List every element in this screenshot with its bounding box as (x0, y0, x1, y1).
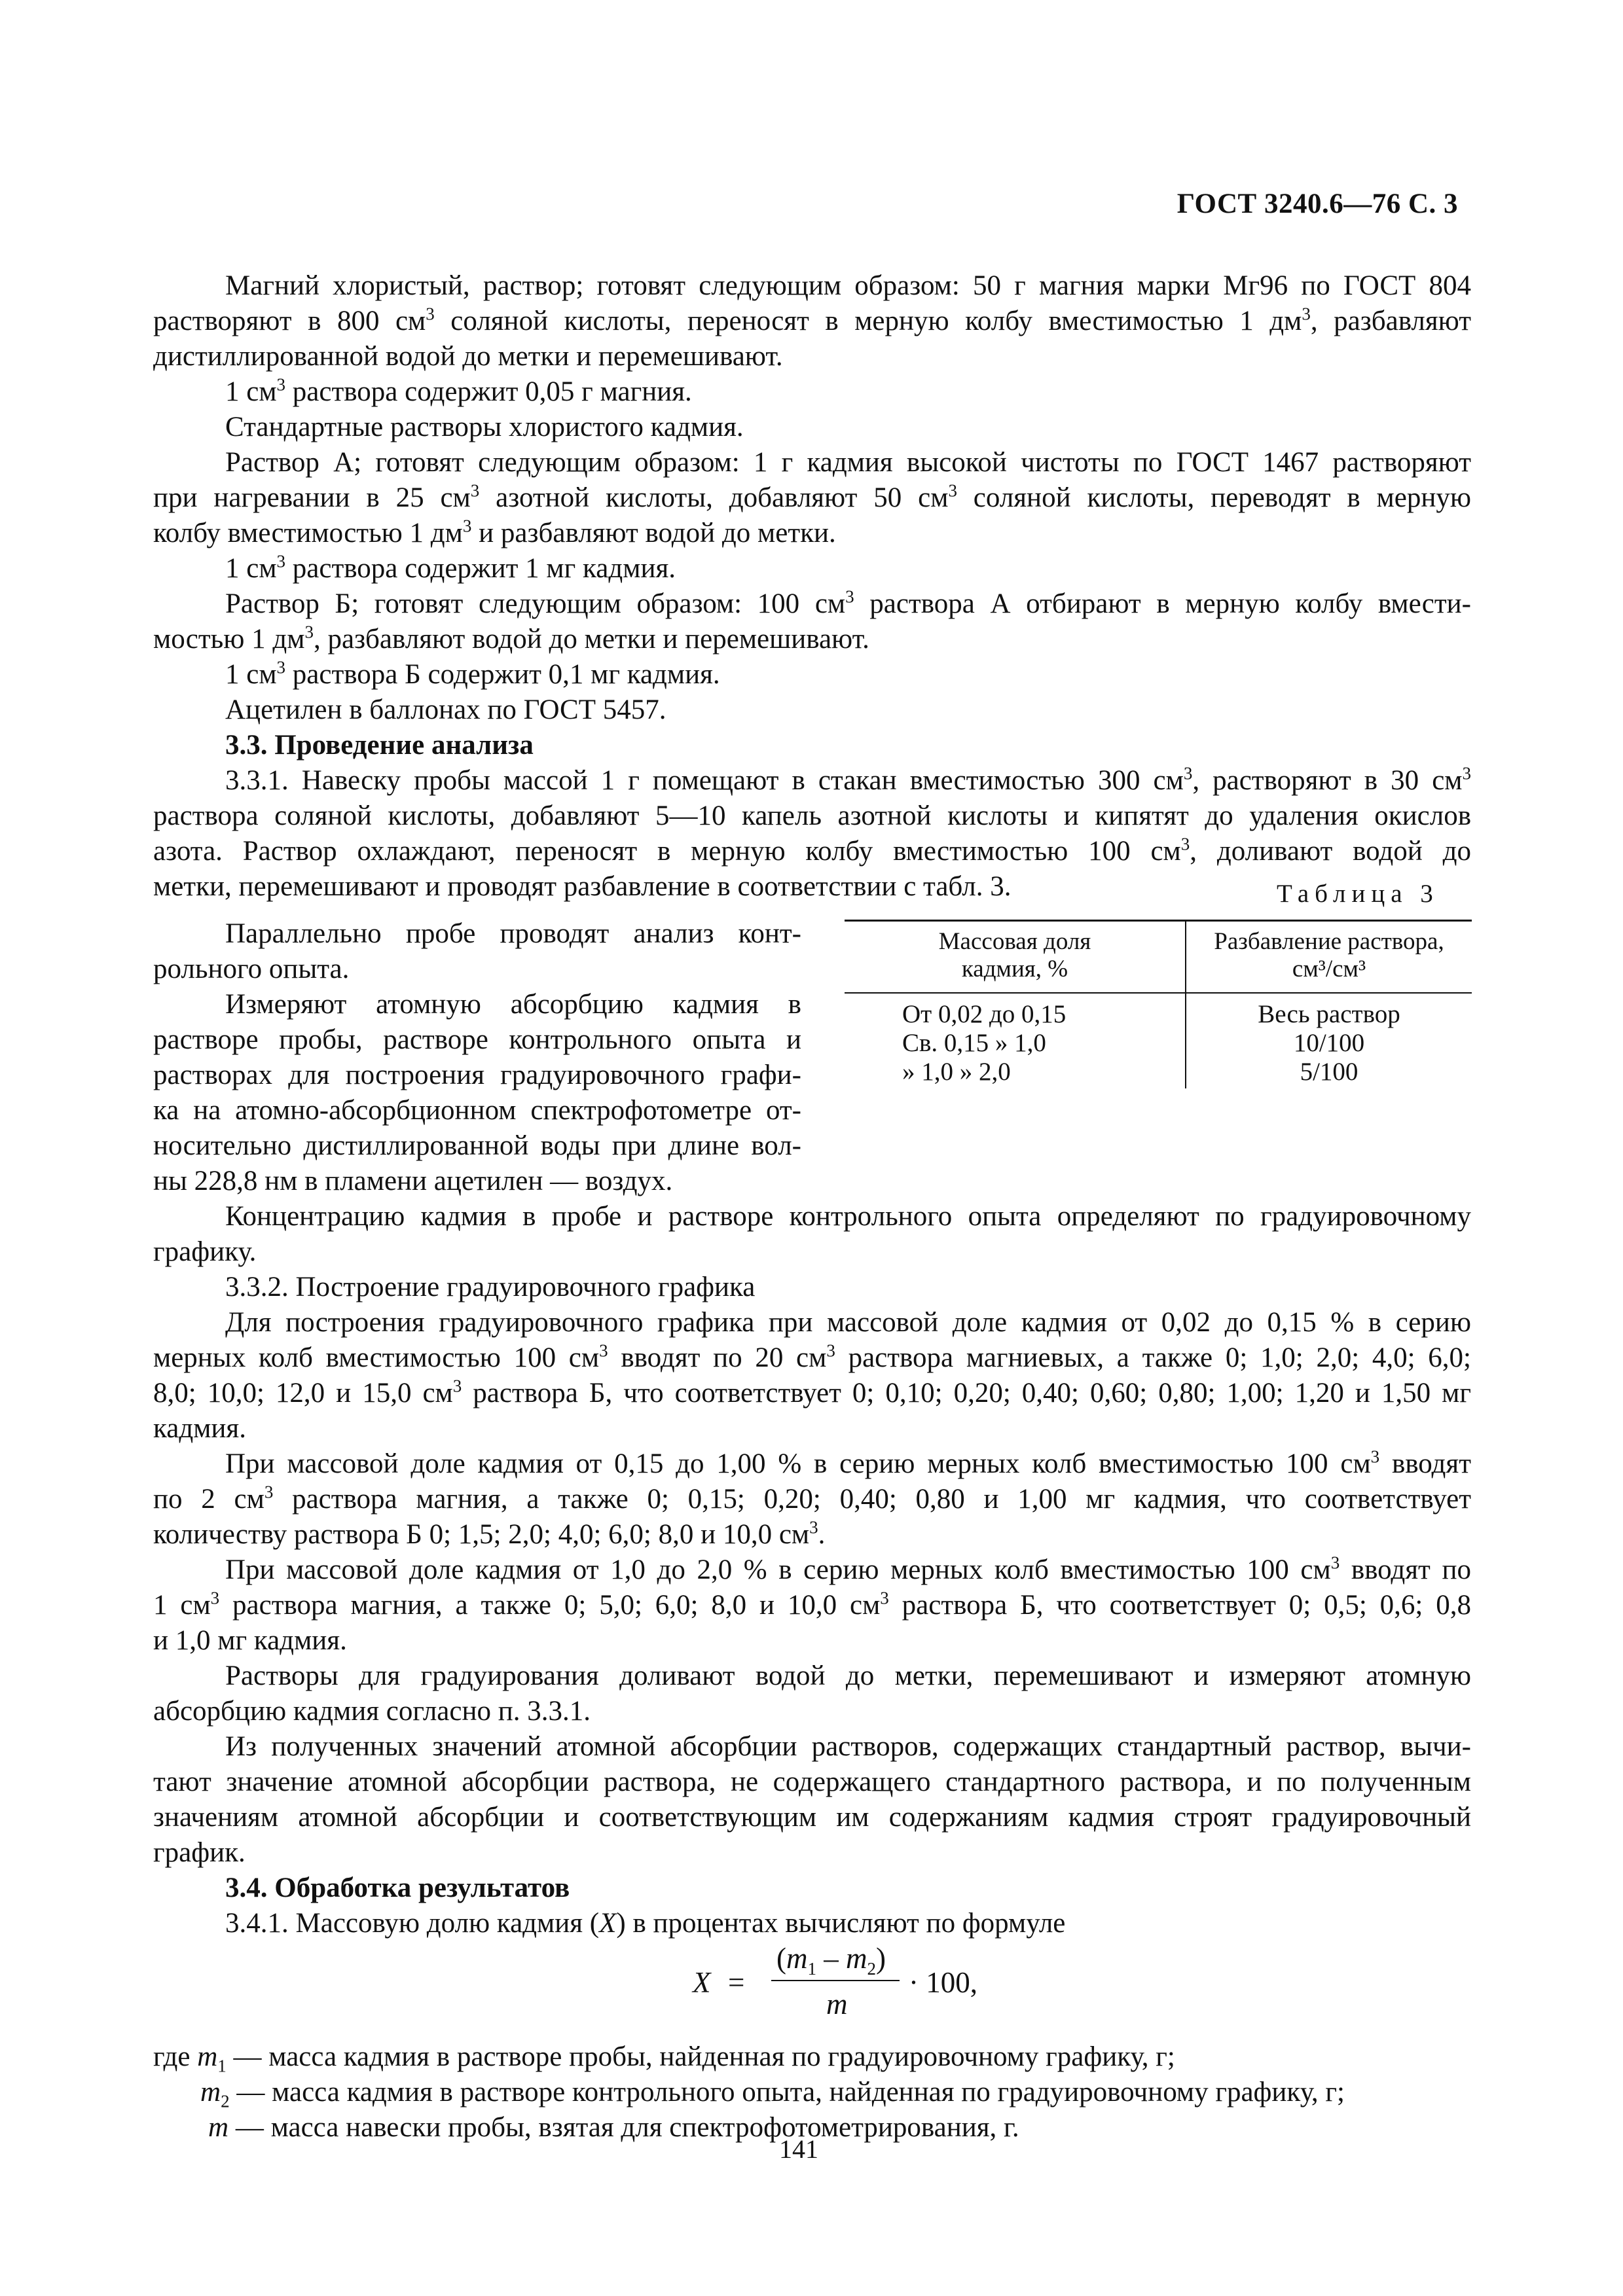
paragraph-line: Раствор А; готовят следующим образом: 1 г кадмия высокой чистоты по ГОСТ 1467 растворяют (225, 447, 1471, 478)
paragraph-line: ка на атомно-абсорбционном спектрофотометре от- (153, 1095, 801, 1126)
paragraph-line: Растворы для градуирования доливают водой до метки, перемешивают и измеряют атомную (225, 1660, 1471, 1691)
section-heading: 3.3. Проведение анализа (225, 730, 534, 761)
paragraph-line: значениям атомной абсорбции и соответствующим им содержаниям кадмия строят градуировочный (153, 1802, 1471, 1833)
paragraph-line: раствора соляной кислоты, добавляют 5—10 капель азотной кислоты и кипятят до удаления окислов (153, 800, 1471, 831)
paragraph-line: При массовой доле кадмия от 0,15 до 1,00 % в серию мерных колб вместимостью 100 $см^3$ вводят (225, 1446, 1471, 1479)
paragraph-line: кадмия. (153, 1413, 246, 1444)
paragraph-line: растворяют в 800 $см^3$ соляной кислоты, переносят в мерную колбу вместимостью 1 $дм^3$, разбавляют (153, 304, 1472, 336)
paragraph-line: по 2 $см^3$ раствора магния, а также 0; 0,15; 0,20; 0,40; 0,80 и 1,00 мг кадмия, что соответствует (153, 1482, 1472, 1515)
table-caption: Таблица 3 (1277, 880, 1439, 908)
paragraph-line: Ацетилен в баллонах по ГОСТ 5457. (225, 694, 666, 725)
paragraph-line: 1 $см^3$ раствора магния, а также 0; 5,0; 6,0; 8,0 и 10,0 $см^3$ раствора Б, что соответствует 0; 0,5; 0,6; 0,8 (153, 1588, 1471, 1621)
paragraph-line: растворе пробы, растворе контрольного опыта и (153, 1024, 801, 1055)
variable-definition: m — масса навески пробы, взятая для спектрофотометрирования, г. (208, 2112, 1019, 2143)
paragraph-line: При массовой доле кадмия от 1,0 до 2,0 % в серию мерных колб вместимостью 100 $см^3$ вводят по (225, 1552, 1471, 1585)
paragraph-line: Стандартные растворы хлористого кадмия. (225, 412, 744, 442)
paragraph-line: мерных колб вместимостью 100 $см^3$ вводят по 20 $см^3$ раствора магниевых, а также 0; 1,0; 2,0; 4,0; 6,0; (153, 1340, 1471, 1373)
table-header-cell: Разбавление раствора, см³/см³ (1214, 928, 1444, 982)
table-cell: От 0,02 до 0,15 (902, 1000, 1067, 1028)
formula-numerator: $(m_1 - m_2)$ (776, 1942, 886, 1979)
paragraph-line: график. (153, 1837, 246, 1868)
section-heading: 3.4. Обработка результатов (225, 1873, 570, 1903)
paragraph-line: тают значение атомной абсорбции раствора, не содержащего стандартного раствора, и по полученным (153, 1767, 1471, 1797)
paragraph-line: колбу вместимостью 1 $дм^3$ и разбавляют водой до метки. (153, 516, 836, 548)
formula-lhs: X (693, 1966, 711, 1999)
paragraph-line: 3.4.1. Массовую долю кадмия (X) в процентах вычисляют по формуле (225, 1908, 1066, 1939)
subsection-heading: 3.3.2. Построение градуировочного графика (225, 1272, 756, 1302)
paragraph-line: Для построения градуировочного графика при массовой доле кадмия от 0,02 до 0,15 % в серию (225, 1307, 1471, 1338)
variable-definition: $m_2$ — масса кадмия в растворе контрольного опыта, найденная по градуировочному графику, г; (200, 2077, 1345, 2111)
paragraph-line: метки, перемешивают и проводят разбавление в соответствии с табл. 3. (153, 871, 1012, 902)
paragraph-line: Параллельно пробе проводят анализ конт- (225, 918, 801, 949)
formula-equals: = (728, 1966, 745, 1999)
table-header-rule (845, 992, 1472, 994)
paragraph-line: 1 $см^3$ раствора Б содержит 0,1 мг кадмия. (225, 657, 720, 690)
paragraph-line: азота. Раствор охлаждают, переносят в мерную колбу вместимостью 100 $см^3$, доливают водой до (153, 834, 1471, 867)
table-cell: 10/100 (1293, 1029, 1365, 1057)
paragraph-line: растворах для построения градуировочного графи- (153, 1060, 801, 1090)
paragraph-line: 8,0; 10,0; 12,0 и 15,0 $см^3$ раствора Б, что соответствует 0; 0,10; 0,20; 0,40; 0,60; 0,80; 1,00; 1,20 и 1,50 мг (153, 1376, 1471, 1408)
table-cell: » 1,0 » 2,0 (902, 1058, 1011, 1086)
paragraph-line: 1 $см^3$ раствора содержит 1 мг кадмия. (225, 551, 676, 584)
paragraph-line: Измеряют атомную абсорбцию кадмия в (225, 989, 801, 1020)
paragraph-line: 3.3.1. Навеску пробы массой 1 г помещают в стакан вместимостью 300 $см^3$, растворяют в 30 $см^3$ (225, 763, 1471, 796)
table-top-rule (845, 920, 1472, 922)
formula-tail: · 100, (909, 1966, 977, 1999)
table-cell: Весь раствор (1258, 1000, 1400, 1028)
paragraph-line: графику. (153, 1236, 257, 1267)
paragraph-line: Концентрацию кадмия в пробе и растворе контрольного опыта определяют по градуировочному (225, 1201, 1471, 1232)
paragraph-line: абсорбцию кадмия согласно п. 3.3.1. (153, 1696, 591, 1727)
paragraph-line: ны 228,8 нм в пламени ацетилен — воздух. (153, 1166, 673, 1196)
paragraph-line: Магний хлористый, раствор; готовят следующим образом: 50 г магния марки Мг96 по ГОСТ 804 (225, 270, 1471, 301)
document-header: ГОСТ 3240.6—76 С. 3 (1176, 188, 1458, 219)
formula-denominator: m (826, 1988, 848, 2020)
variable-definition: где $m_1$ — масса кадмия в растворе пробы, найденная по градуировочному графику, г; (153, 2041, 1175, 2076)
table-cell: 5/100 (1300, 1058, 1359, 1086)
paragraph-line: и 1,0 мг кадмия. (153, 1625, 347, 1656)
table-cell: Св. 0,15 » 1,0 (902, 1029, 1046, 1057)
paragraph-line: носительно дистиллированной воды при длине вол- (153, 1130, 801, 1161)
paragraph-line: мостью 1 $дм^3$, разбавляют водой до метки и перемешивают. (153, 622, 869, 655)
paragraph-line: количеству раствора Б 0; 1,5; 2,0; 4,0; 6,0; 8,0 и 10,0 $см^3$. (153, 1517, 826, 1550)
paragraph-line: Из полученных значений атомной абсорбции растворов, содержащих стандартный раствор, вычи- (225, 1731, 1471, 1762)
paragraph-line: рольного опыта. (153, 954, 350, 984)
page-number: 141 (779, 2134, 818, 2164)
paragraph-line: дистиллированной водой до метки и перемешивают. (153, 341, 783, 372)
fraction-bar (771, 1980, 900, 1981)
paragraph-line: при нагревании в 25 $см^3$ азотной кислоты, добавляют 50 $см^3$ соляной кислоты, переводят в мерную (153, 480, 1471, 513)
paragraph-line: Раствор Б; готовят следующим образом: 100 $см^3$ раствора А отбирают в мерную колбу вмести- (225, 586, 1471, 619)
table-header-cell: Массовая доля кадмия, % (938, 928, 1091, 982)
paragraph-line: 1 $см^3$ раствора содержит 0,05 г магния. (225, 374, 692, 407)
